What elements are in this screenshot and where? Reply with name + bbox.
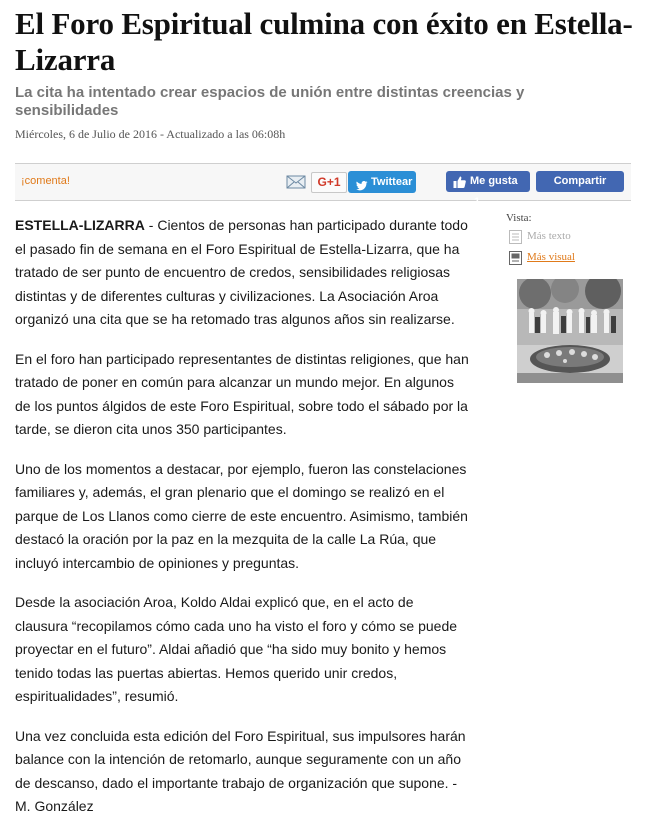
twitter-button-label: Twittear: [371, 176, 413, 188]
lead-location: ESTELLA-LIZARRA: [15, 217, 145, 233]
text-view-icon: [509, 230, 522, 249]
visual-view-icon: [509, 251, 522, 270]
article-dateline: Miércoles, 6 de Julio de 2016 - Actualizado a las 06:08h: [15, 127, 286, 141]
article-paragraph: En el foro han participado representantes de distintas religiones, que han tratado de poner en común para alcanzar un mundo mejor. En algunos de los puntos álgidos de este Foro Espiritual, sobre todo el sábado por la tarde, se dieron cita unos 350 participantes.: [15, 350, 469, 437]
facebook-like-button[interactable]: [446, 171, 530, 208]
article-paragraph: Una vez concluida esta edición del Foro Espiritual, sus impulsores harán balance con la intención de retomarlo, aunque seguramente con un año de descanso, dado el importante trabajo de organización que supone. - M. González: [15, 727, 466, 814]
view-option-more-visual[interactable]: [506, 249, 626, 267]
article-subtitle: La cita ha intentado crear espacios de unión entre distintas creencias y sensibilidades: [15, 84, 525, 119]
twitter-bird-icon: [356, 177, 368, 199]
view-option-more-text[interactable]: [506, 228, 626, 246]
article-paragraph: ESTELLA-LIZARRA - Cientos de personas han participado durante todo el pasado fin de semana en el Foro Espiritual de Estella-Lizarra, que ha tratado de ser punto de encuentro de credos, sensibilidades religiosas distintas y de diferentes culturas y civilizaciones. La Asociación Aroa organizó una cita que se ha retomado tras algunos años sin realizarse.: [15, 217, 468, 327]
article-paragraph: Uno de los momentos a destacar, por ejemplo, fueron las constelaciones familiares y, además, el gran plenario que el domingo se realizó en el parque de Los Llanos como cierre de este encuentro. Asimismo, también destacó la oración por la paz en la mezquita de la calle La Rúa, que incluyó intercambio de opiniones y preguntas.: [15, 460, 468, 571]
article-body: [15, 214, 470, 835]
thumbs-up-icon: [453, 175, 466, 196]
article-headline: El Foro Espiritual culmina con éxito en Estella-Lizarra: [15, 6, 633, 77]
twitter-button[interactable]: [348, 171, 416, 193]
view-option-label: Más texto: [527, 230, 571, 242]
article-paragraph: Desde la asociación Aroa, Koldo Aldai explicó que, en el acto de clausura “recopilamos cómo cada uno ha visto el foro y cómo se puede proyectar en el futuro”. Aldai añadió que “ha sido muy bonito y hemos tenido todas las puertas abiertas. Hemos querido unir credos, espiritualidades”, resumió.: [15, 594, 458, 704]
comment-link[interactable]: ¡comenta!: [21, 175, 70, 187]
article-photo[interactable]: [517, 279, 623, 383]
like-label: Me gusta: [470, 175, 518, 187]
view-sidebar: [506, 212, 626, 270]
facebook-share-button[interactable]: Compartir: [536, 171, 624, 192]
share-bar: [15, 163, 631, 208]
like-count: 1: [474, 196, 481, 208]
view-option-label: Más visual: [527, 251, 575, 263]
mail-icon[interactable]: [286, 174, 306, 190]
google-plus-button[interactable]: G+1: [311, 172, 347, 193]
vista-label: Vista:: [506, 212, 532, 224]
